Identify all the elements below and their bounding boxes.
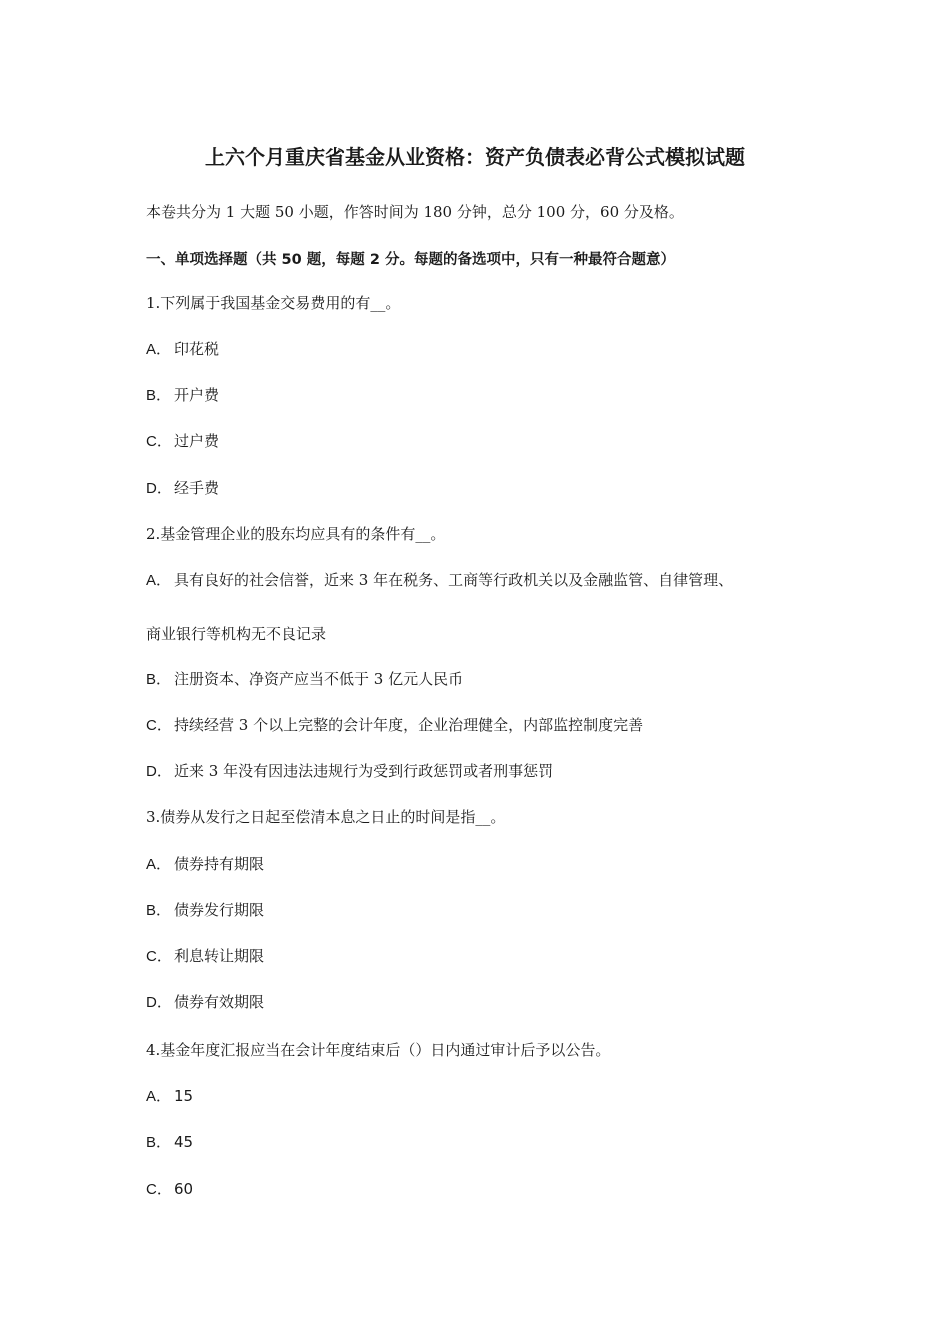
question-4-option-a: A． 15 [146,1087,194,1105]
question-4-option-c: C． 60 [146,1180,194,1198]
question-3: 3.债券从发行之日起至偿清本息之日止的时间是指__。 [146,808,506,826]
question-2-option-a: A． 具有良好的社会信誉，近来 3 年在税务、工商等行政机关以及金融监管、自律管理、 [146,571,734,589]
section-heading: 一、单项选择题（共 50 题，每题 2 分。每题的备选项中，只有一种最符合题意） [146,252,675,268]
question-1-option-b: B． 开户费 [146,386,220,404]
question-2-option-d: D． 近来 3 年没有因违法违规行为受到行政惩罚或者刑事惩罚 [146,762,554,780]
question-1-option-a: A． 印花税 [146,340,220,358]
question-4: 4.基金年度汇报应当在会计年度结束后（）日内通过审计后予以公告。 [146,1041,611,1059]
document-title: 上六个月重庆省基金从业资格：资产负债表必背公式模拟试题 [205,145,745,169]
question-4-option-b: B． 45 [146,1133,194,1151]
question-3-option-d: D． 债券有效期限 [146,993,265,1011]
question-1-option-d: D． 经手费 [146,479,220,497]
question-2-option-b: B． 注册资本、净资产应当不低于 3 亿元人民币 [146,670,464,688]
question-2: 2.基金管理企业的股东均应具有的条件有__。 [146,525,446,543]
question-1: 1.下列属于我国基金交易费用的有__。 [146,294,401,312]
question-2-option-c: C． 持续经营 3 个以上完整的会计年度，企业治理健全，内部监控制度完善 [146,716,644,734]
question-1-option-c: C． 过户费 [146,432,220,450]
question-3-option-c: C． 利息转让期限 [146,947,265,965]
question-2-option-a-continuation: 商业银行等机构无不良记录 [146,625,327,643]
question-3-option-a: A． 债券持有期限 [146,855,265,873]
exam-intro: 本卷共分为 1 大题 50 小题，作答时间为 180 分钟，总分 100 分，60 分及格。 [146,203,684,221]
question-3-option-b: B． 债券发行期限 [146,901,265,919]
